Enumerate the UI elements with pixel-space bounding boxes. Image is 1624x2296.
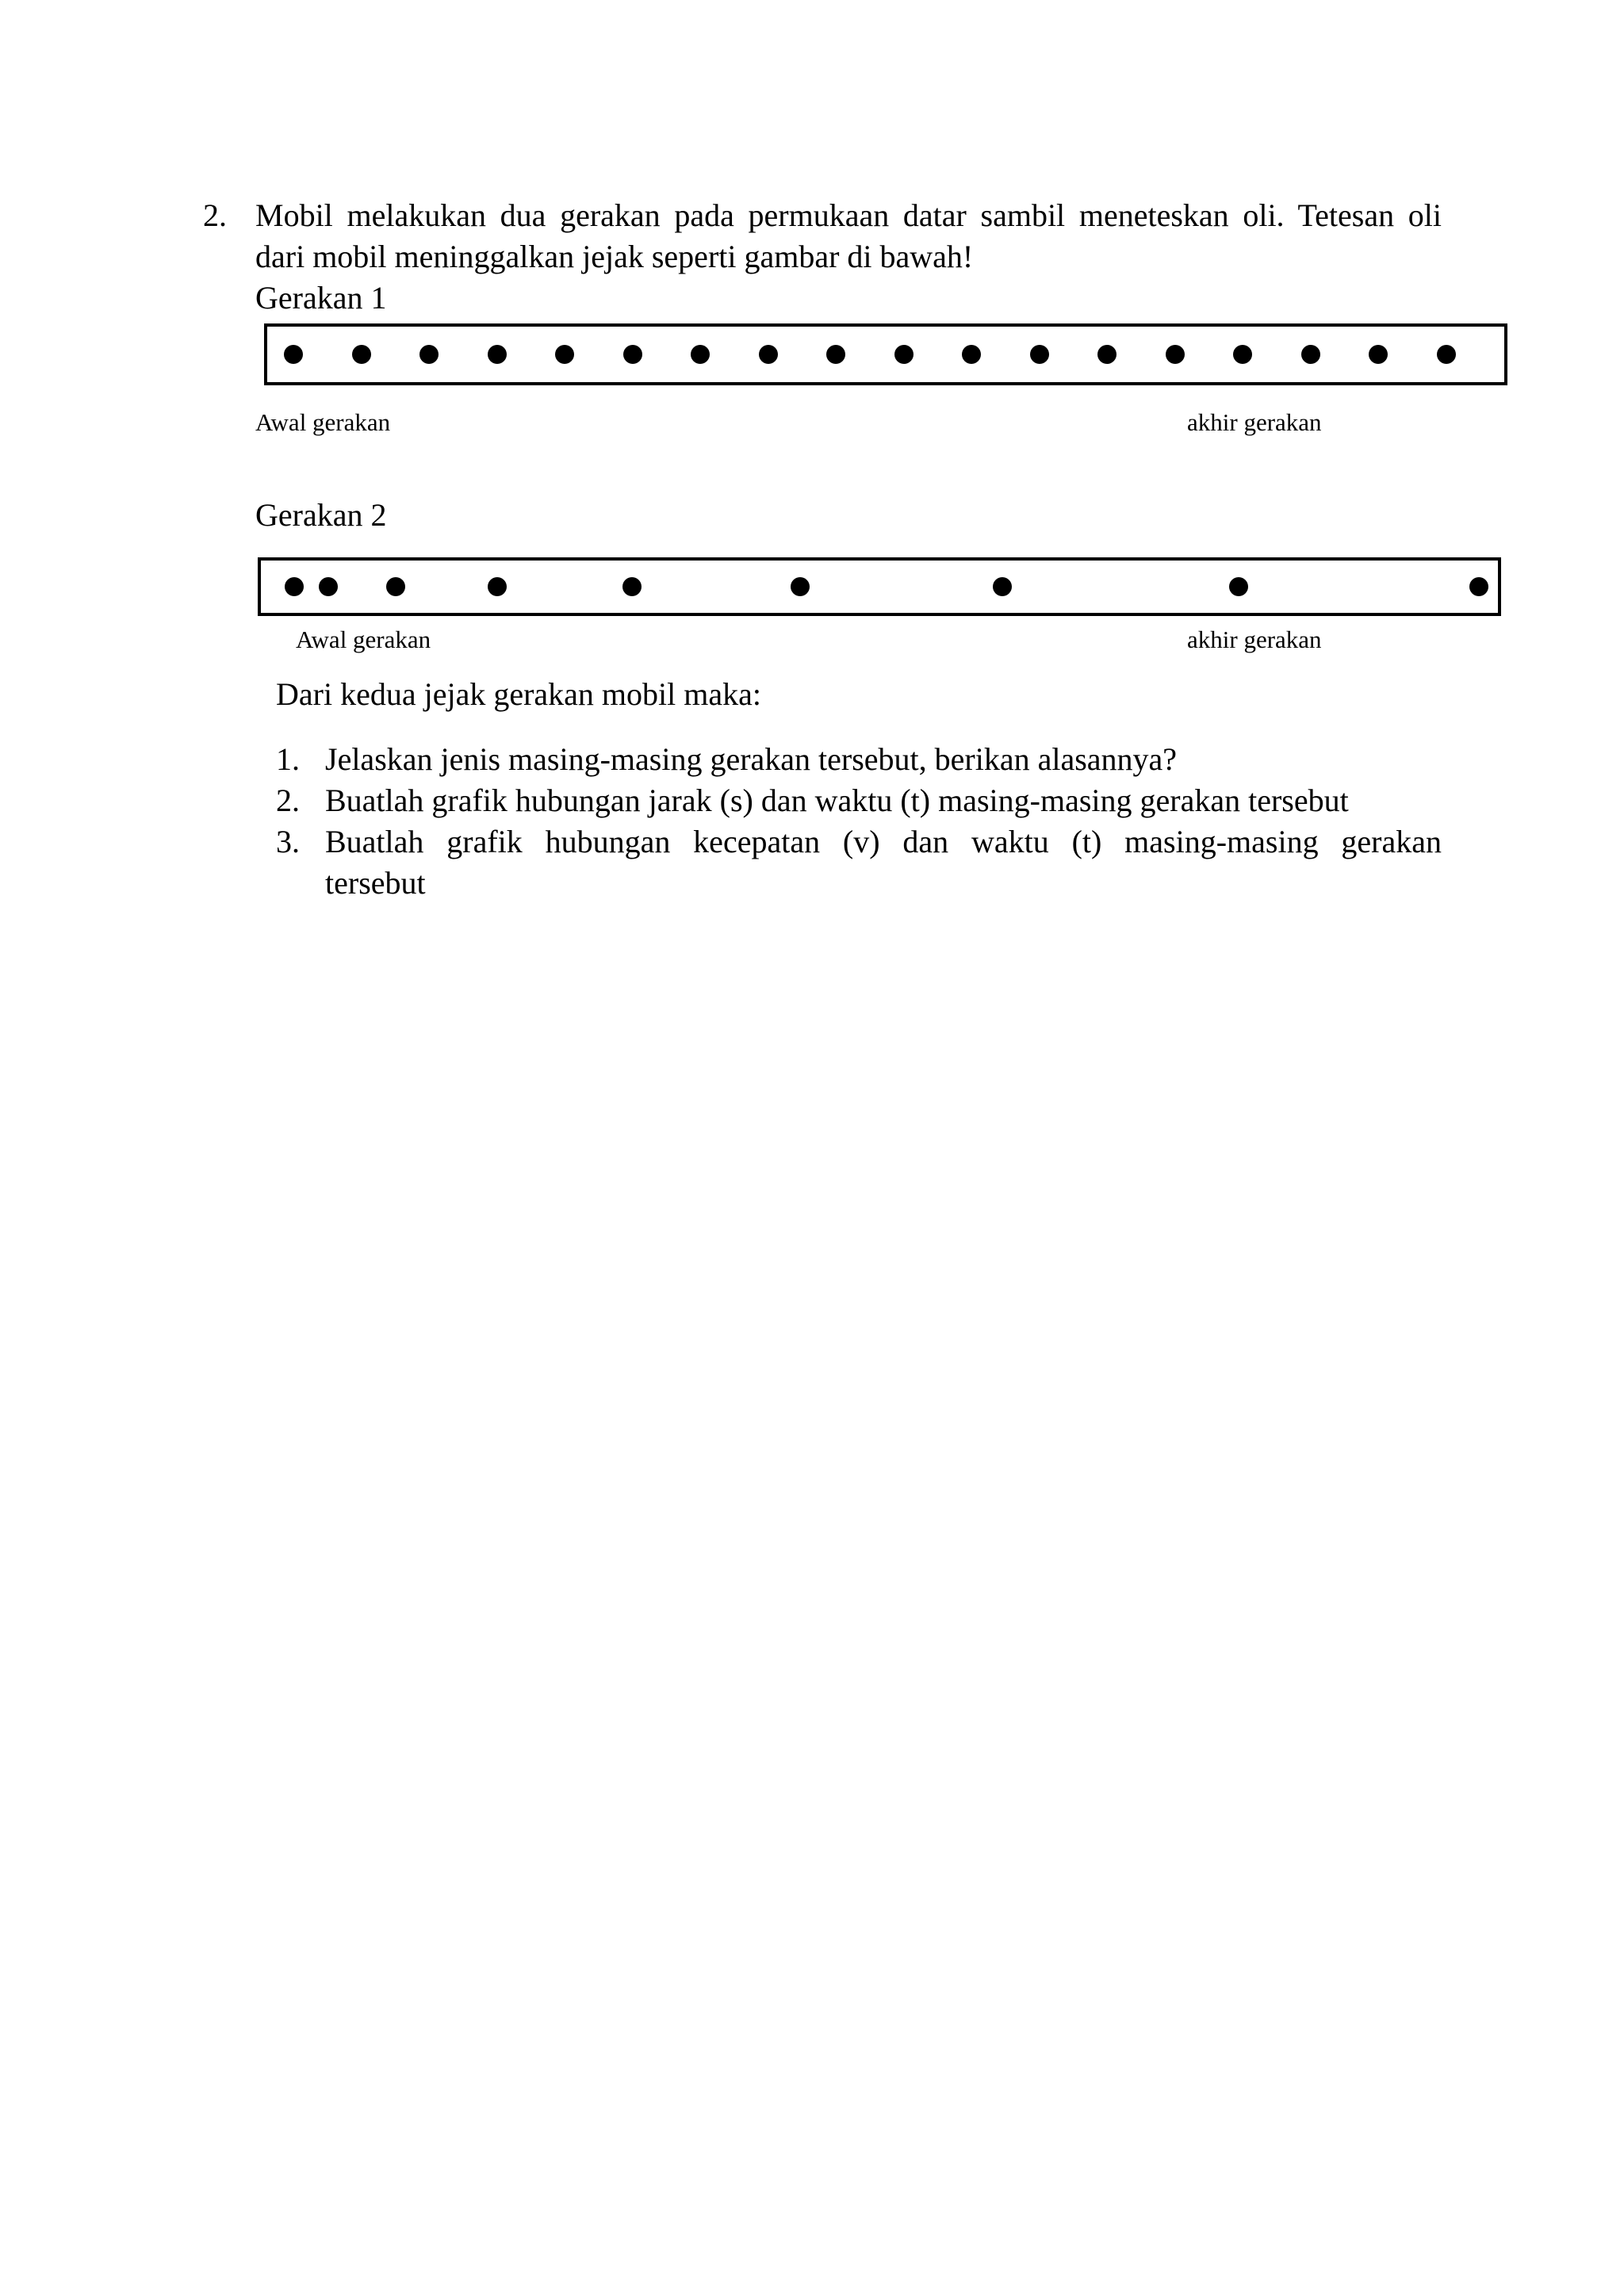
oil-drop [1369, 345, 1388, 364]
question-intro-line-1: Mobil melakukan dua gerakan pada permukaan datar sambil meneteskan oli. Tetesan oli [255, 197, 1442, 233]
task-number: 1. [276, 741, 300, 777]
gerakan-1-track [264, 323, 1507, 385]
gerakan-1-start-label: Awal gerakan [255, 408, 391, 436]
oil-drop [1437, 345, 1456, 364]
oil-drop [285, 577, 304, 596]
gerakan-2-start-label: Awal gerakan [296, 626, 431, 653]
oil-drop [691, 345, 710, 364]
oil-drop [488, 345, 507, 364]
oil-drop [894, 345, 914, 364]
oil-drop [962, 345, 981, 364]
oil-drop [488, 577, 507, 596]
oil-drop [1030, 345, 1049, 364]
task-text: Jelaskan jenis masing-masing gerakan tersebut, berikan alasannya? [325, 741, 1178, 777]
question-number: 2. [203, 197, 227, 233]
oil-drop [284, 345, 303, 364]
oil-drop [1166, 345, 1185, 364]
gerakan-2-end-label: akhir gerakan [1187, 626, 1322, 653]
oil-drop [759, 345, 778, 364]
task-text: Buatlah grafik hubungan jarak (s) dan waktu (t) masing-masing gerakan tersebut [325, 783, 1349, 818]
gerakan-2-title: Gerakan 2 [255, 497, 387, 533]
oil-drop [623, 345, 642, 364]
gerakan-1-end-label: akhir gerakan [1187, 408, 1322, 436]
oil-drop [1097, 345, 1116, 364]
gerakan-1-title: Gerakan 1 [255, 280, 387, 316]
oil-drop [1301, 345, 1320, 364]
oil-drop [555, 345, 574, 364]
oil-drop [1469, 577, 1488, 596]
oil-drop [419, 345, 439, 364]
oil-drop [386, 577, 405, 596]
oil-drop [993, 577, 1012, 596]
oil-drop [1229, 577, 1248, 596]
task-number: 3. [276, 824, 300, 859]
oil-drop [791, 577, 810, 596]
prompt-text: Dari kedua jejak gerakan mobil maka: [276, 676, 761, 712]
oil-drop [319, 577, 338, 596]
task-text-continuation: tersebut [325, 865, 426, 901]
oil-drop [826, 345, 845, 364]
task-number: 2. [276, 783, 300, 818]
task-text: Buatlah grafik hubungan kecepatan (v) dan waktu (t) masing-masing gerakan [325, 824, 1442, 859]
oil-drop [352, 345, 371, 364]
question-intro-line-2: dari mobil meninggalkan jejak seperti gambar di bawah! [255, 239, 974, 274]
gerakan-2-track [258, 557, 1501, 616]
oil-drop [622, 577, 642, 596]
oil-drop [1233, 345, 1252, 364]
